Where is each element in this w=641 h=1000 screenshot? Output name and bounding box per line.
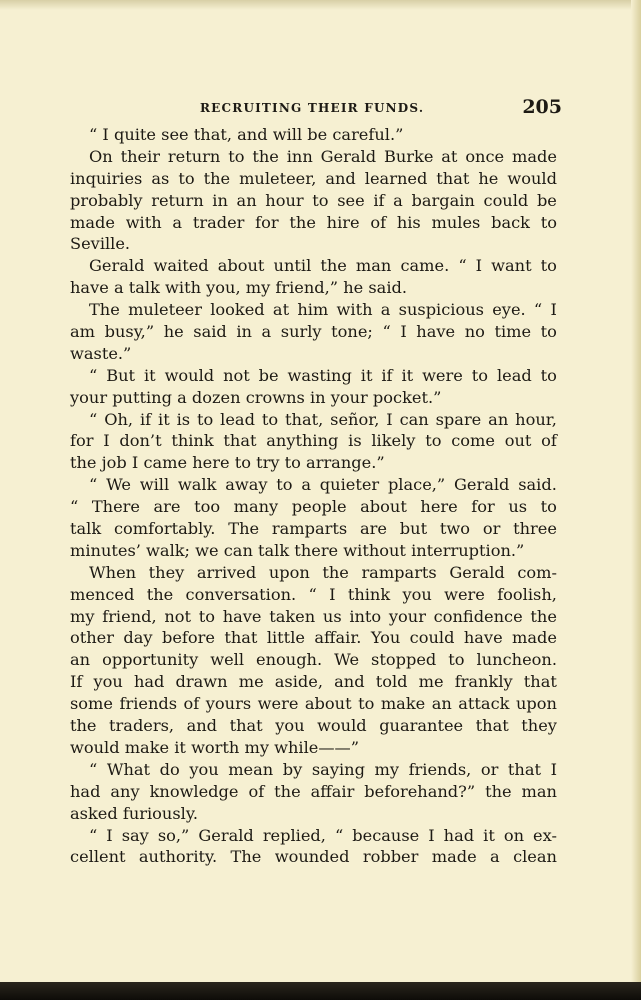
text-line: talk comfortably. The ramparts are but two or three	[70, 519, 557, 539]
page-top-edge	[0, 0, 641, 10]
text-line: my friend, not to have taken us into your confidence the	[70, 606, 557, 626]
text-line: When they arrived upon the ramparts Gerald com-	[89, 562, 557, 582]
text-line: The muleteer looked at him with a suspicious eye. “ I	[89, 300, 557, 320]
text-line: “ What do you mean by saying my friends, or that I	[89, 759, 557, 779]
text-line: inquiries as to the muleteer, and learned that he would	[70, 168, 557, 188]
running-header	[70, 96, 562, 120]
running-head-title: RECRUITING THEIR FUNDS.	[200, 101, 425, 115]
text-line: waste.”	[70, 343, 132, 363]
text-line: have a talk with you, my friend,” he said.	[70, 278, 408, 298]
text-line: probably return in an hour to see if a bargain could be	[70, 190, 557, 210]
body-text	[70, 124, 557, 868]
text-line: some friends of yours were about to make an attack upon	[70, 694, 557, 714]
text-line: am busy,” he said in a surly tone; “ I have no time to	[70, 322, 557, 342]
page-bottom-edge	[0, 982, 641, 1000]
page-right-edge	[631, 0, 641, 1000]
text-line: “ I quite see that, and will be careful.”	[89, 125, 404, 144]
text-line: Gerald waited about until the man came. “ I want to	[89, 256, 557, 276]
text-line: “ But it would not be wasting it if it were to lead to	[89, 365, 557, 385]
text-line: the job I came here to try to arrange.”	[70, 453, 385, 473]
text-line: Seville.	[70, 234, 131, 254]
text-line: “ There are too many people about here for us to	[70, 497, 557, 517]
text-line: If you had drawn me aside, and told me frankly that	[70, 672, 557, 692]
text-line: “ Oh, if it is to lead to that, señor, I can spare an hour,	[89, 409, 557, 429]
text-line: other day before that little affair. You could have made	[70, 628, 557, 648]
text-line: for I don’t think that anything is likely to come out of	[70, 431, 557, 451]
text-line: an opportunity well enough. We stopped to luncheon.	[70, 650, 557, 670]
text-line: your putting a dozen crowns in your pocket.”	[70, 387, 442, 407]
text-line: asked furiously.	[70, 803, 198, 823]
text-line: cellent authority. The wounded robber made a clean	[70, 847, 557, 867]
text-line: “ We will walk away to a quieter place,” Gerald said.	[89, 475, 557, 495]
text-line: had any knowledge of the affair beforehand?” the man	[70, 781, 557, 801]
text-line: minutes’ walk; we can talk there without interruption.”	[70, 540, 525, 560]
text-line: menced the conversation. “ I think you were foolish,	[70, 584, 557, 604]
text-line: the traders, and that you would guarantee that they	[70, 716, 557, 736]
text-line: On their return to the inn Gerald Burke at once made	[89, 146, 557, 166]
text-line: made with a trader for the hire of his mules back to	[70, 212, 557, 232]
page-number: 205	[522, 96, 562, 118]
text-line: “ I say so,” Gerald replied, “ because I had it on ex-	[89, 825, 557, 845]
text-line: would make it worth my while——”	[70, 737, 359, 757]
